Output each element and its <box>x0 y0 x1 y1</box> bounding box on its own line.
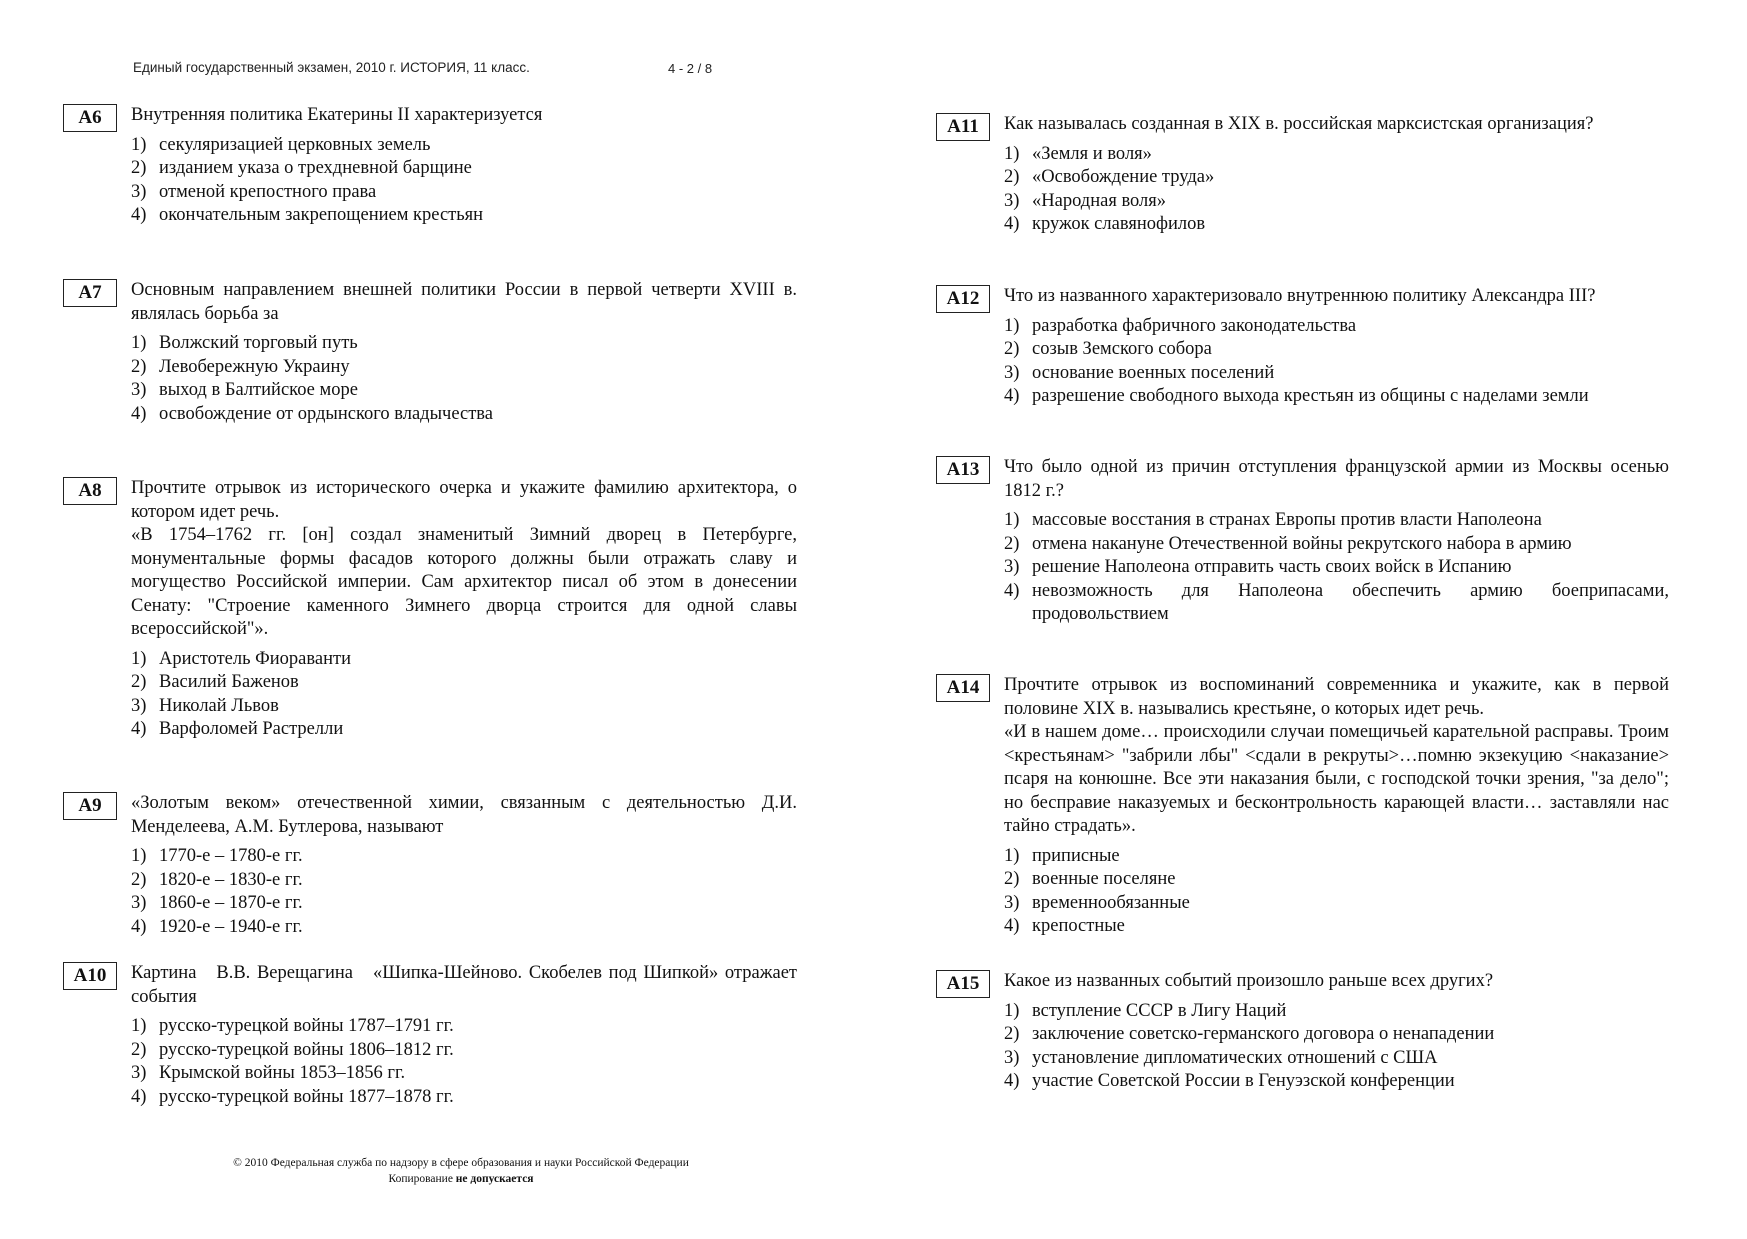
option-number: 2) <box>131 356 147 377</box>
option-text: Варфоломей Растрелли <box>159 719 344 739</box>
option-number: 1) <box>1004 143 1020 164</box>
answer-options <box>131 1015 797 1109</box>
answer-option[interactable] <box>131 869 797 893</box>
option-text: секуляризацией церковных земель <box>159 134 431 155</box>
option-text: военные поселяне <box>1032 869 1176 889</box>
option-number: 3) <box>131 1063 147 1083</box>
option-text: 1770-е – 1780-е гг. <box>159 846 303 866</box>
option-number: 4) <box>131 403 147 424</box>
answer-option[interactable] <box>131 892 797 916</box>
option-text: «Земля и воля» <box>1032 143 1152 164</box>
question-text: Прочтите отрывок из воспоминаний современника и укажите, как в первой половине XIX в. назывались крестьяне, о которых идет речь. <box>1004 675 1669 719</box>
answer-option[interactable] <box>131 916 797 940</box>
option-number: 2) <box>1004 869 1020 889</box>
question-code: А11 <box>936 113 990 141</box>
option-number: 4) <box>1004 386 1020 406</box>
answer-option[interactable] <box>1004 509 1669 533</box>
answer-option[interactable] <box>1004 385 1669 409</box>
answer-option[interactable] <box>131 356 797 380</box>
option-number: 4) <box>1004 214 1020 234</box>
answer-option[interactable] <box>131 332 797 356</box>
option-number: 3) <box>131 893 147 913</box>
option-text: Левобережную Украину <box>159 356 350 377</box>
question-text: Какое из названных событий произошло раньше всех других? <box>1004 971 1494 991</box>
option-number: 1) <box>131 134 147 155</box>
option-number: 3) <box>1004 557 1020 577</box>
question-quote: «И в нашем доме… происходили случаи помещичьей карательной расправы. Троим <крестьянам> "забрили лбы" <сдали в рекруты>…помню экзекуцию <наказание> псаря на конюшне. Все эти наказания были, с господской точки зрения, "за дело"; но бесправие наказуемых и бесконтрольность карающей власти… заставляли нас тайно страдать». <box>1004 722 1669 836</box>
option-text: Аристотель Фиораванти <box>159 648 351 669</box>
option-text: освобождение от ордынского владычества <box>159 403 494 424</box>
option-text: русско-турецкой войны 1787–1791 гг. <box>159 1016 454 1036</box>
option-text: 1860-е – 1870-е гг. <box>159 893 303 913</box>
answer-option[interactable] <box>131 181 797 205</box>
option-number: 2) <box>1004 533 1020 554</box>
answer-options <box>131 648 797 742</box>
question-text: Прочтите отрывок из исторического очерка и укажите фамилию архитектора, о котором идет речь. <box>131 478 797 522</box>
answer-option[interactable] <box>131 648 797 672</box>
answer-option[interactable] <box>1004 315 1669 339</box>
answer-option[interactable] <box>131 204 797 228</box>
option-text: заключение советско-германского договора о ненападении <box>1032 1024 1495 1044</box>
answer-option[interactable] <box>1004 338 1669 362</box>
answer-option[interactable] <box>1004 580 1669 627</box>
option-number: 1) <box>131 1016 147 1036</box>
answer-option[interactable] <box>131 134 797 158</box>
option-number: 3) <box>1004 1047 1020 1068</box>
question-code: А8 <box>63 477 117 505</box>
option-number: 2) <box>1004 339 1020 359</box>
answer-option[interactable] <box>1004 362 1669 386</box>
answer-option[interactable] <box>1004 845 1669 869</box>
option-text: основание военных поселений <box>1032 362 1275 383</box>
option-number: 1) <box>131 333 147 353</box>
answer-option[interactable] <box>131 157 797 181</box>
option-text: приписные <box>1032 845 1120 866</box>
page-footer <box>196 1155 726 1187</box>
copy-notice: Копирование не допускается <box>388 1173 534 1185</box>
option-number: 4) <box>1004 1071 1020 1091</box>
option-text: «Народная воля» <box>1032 190 1167 211</box>
question-text: Что было одной из причин отступления французской армии из Москвы осенью 1812 г.? <box>1004 457 1669 501</box>
option-number: 1) <box>1004 1000 1020 1021</box>
option-text: массовые восстания в странах Европы против власти Наполеона <box>1032 510 1542 530</box>
option-text: Крымской войны 1853–1856 гг. <box>159 1063 406 1083</box>
option-number: 4) <box>1004 916 1020 936</box>
option-number: 2) <box>1004 1024 1020 1044</box>
option-text: невозможность для Наполеона обеспечить армию боеприпасами, продовольствием <box>1032 580 1669 624</box>
answer-option[interactable] <box>131 671 797 695</box>
answer-option[interactable] <box>1004 190 1669 214</box>
option-number: 1) <box>1004 845 1020 866</box>
answer-options <box>131 134 797 228</box>
option-number: 1) <box>131 648 147 669</box>
answer-option[interactable] <box>131 403 797 427</box>
question-text: Картина В.В. Верещагина «Шипка-Шейново. Скобелев под Шипкой» отражает события <box>131 963 802 1007</box>
question-code: А6 <box>63 104 117 132</box>
option-text: Волжский торговый путь <box>159 333 358 353</box>
option-text: отменой крепостного права <box>159 181 377 202</box>
answer-options <box>1004 845 1669 939</box>
answer-option[interactable] <box>1004 213 1669 237</box>
option-number: 4) <box>131 1086 147 1107</box>
option-text: участие Советской России в Генуэзской конференции <box>1032 1071 1455 1091</box>
answer-option[interactable] <box>1004 533 1669 557</box>
option-number: 3) <box>131 380 147 400</box>
option-text: разрешение свободного выхода крестьян из общины с наделами земли <box>1032 386 1589 406</box>
option-number: 2) <box>131 869 147 890</box>
option-number: 2) <box>131 1039 147 1060</box>
option-number: 4) <box>131 205 147 225</box>
answer-option[interactable] <box>131 379 797 403</box>
answer-option[interactable] <box>1004 868 1669 892</box>
answer-options <box>131 332 797 426</box>
page-header <box>133 60 713 76</box>
option-number: 3) <box>1004 190 1020 211</box>
option-text: разработка фабричного законодательства <box>1032 315 1357 336</box>
page-number: 4 - 2 / 8 <box>668 61 713 76</box>
option-text: временнообязанные <box>1032 892 1190 913</box>
answer-option[interactable] <box>1004 1023 1669 1047</box>
option-number: 1) <box>131 846 147 866</box>
option-text: Николай Львов <box>159 695 279 716</box>
answer-option[interactable] <box>1004 556 1669 580</box>
option-text: решение Наполеона отправить часть своих войск в Испанию <box>1032 557 1512 577</box>
option-number: 2) <box>131 158 147 178</box>
answer-option[interactable] <box>131 1039 797 1063</box>
answer-option[interactable] <box>1004 1047 1669 1071</box>
answer-option[interactable] <box>131 1015 797 1039</box>
answer-option[interactable] <box>1004 1000 1669 1024</box>
option-number: 2) <box>131 672 147 692</box>
answer-option[interactable] <box>1004 892 1669 916</box>
option-text: русско-турецкой войны 1806–1812 гг. <box>159 1039 454 1060</box>
answer-options <box>1004 509 1669 627</box>
question-quote: «В 1754–1762 гг. [он] создал знаменитый Зимний дворец в Петербурге, монументальные формы фасадов которого должны были отражать славу и могущество Российской империи. Сам архитектор писал об этом в донесении Сенату: "Строение каменного Зимнего дворца строится для одной славы всероссийской"». <box>131 525 797 639</box>
option-number: 4) <box>131 916 147 937</box>
question-code: А15 <box>936 970 990 998</box>
question-text: Основным направлением внешней политики России в первой четверти XVIII в. являлась борьба за <box>131 280 797 324</box>
option-text: крепостные <box>1032 916 1125 936</box>
option-text: установление дипломатических отношений с США <box>1032 1047 1438 1068</box>
answer-options <box>131 845 797 939</box>
option-number: 1) <box>1004 510 1020 530</box>
option-number: 4) <box>131 719 147 739</box>
option-text: Василий Баженов <box>159 672 299 692</box>
answer-option[interactable] <box>131 1062 797 1086</box>
question-code: А9 <box>63 792 117 820</box>
option-number: 3) <box>131 181 147 202</box>
copy-notice-bold: не допускается <box>455 1173 534 1185</box>
option-number: 3) <box>1004 362 1020 383</box>
question-code: А14 <box>936 674 990 702</box>
option-text: кружок славянофилов <box>1032 214 1206 234</box>
option-text: изданием указа о трехдневной барщине <box>159 158 472 178</box>
answer-option[interactable] <box>131 1086 797 1110</box>
option-text: 1920-е – 1940-е гг. <box>159 916 303 937</box>
option-number: 2) <box>1004 167 1020 187</box>
option-text: русско-турецкой войны 1877–1878 гг. <box>159 1086 454 1107</box>
option-number: 3) <box>1004 892 1020 913</box>
question-code: А10 <box>63 962 117 990</box>
answer-option[interactable] <box>131 718 797 742</box>
answer-option[interactable] <box>1004 143 1669 167</box>
question-code: А13 <box>936 456 990 484</box>
copyright-line: © 2010 Федеральная служба по надзору в сфере образования и науки Российской Федерации <box>233 1157 689 1169</box>
answer-option[interactable] <box>1004 1070 1669 1094</box>
answer-option[interactable] <box>1004 915 1669 939</box>
option-text: «Освобождение труда» <box>1032 167 1215 187</box>
question-text: Как называлась созданная в XIX в. российская марксистская организация? <box>1004 114 1594 134</box>
question-text: «Золотым веком» отечественной химии, связанным с деятельностью Д.И. Менделеева, А.М. Бутлерова, называют <box>131 793 797 837</box>
option-text: вступление СССР в Лигу Наций <box>1032 1000 1287 1021</box>
answer-options <box>1004 315 1669 409</box>
answer-option[interactable] <box>131 695 797 719</box>
question-text: Внутренняя политика Екатерины II характеризуется <box>131 105 543 125</box>
option-number: 1) <box>1004 315 1020 336</box>
question-code: А12 <box>936 285 990 313</box>
option-text: созыв Земского собора <box>1032 339 1212 359</box>
option-text: выход в Балтийское море <box>159 380 358 400</box>
answer-options <box>1004 143 1669 237</box>
answer-option[interactable] <box>131 845 797 869</box>
answer-option[interactable] <box>1004 166 1669 190</box>
option-text: 1820-е – 1830-е гг. <box>159 869 303 890</box>
exam-title: Единый государственный экзамен, 2010 г. ИСТОРИЯ, 11 класс. <box>133 60 530 75</box>
answer-options <box>1004 1000 1669 1094</box>
option-number: 4) <box>1004 580 1020 601</box>
option-text: отмена накануне Отечественной войны рекрутского набора в армию <box>1032 533 1572 554</box>
option-number: 3) <box>131 695 147 716</box>
option-text: окончательным закрепощением крестьян <box>159 205 484 225</box>
question-code: А7 <box>63 279 117 307</box>
question-text: Что из названного характеризовало внутреннюю политику Александра III? <box>1004 286 1596 306</box>
